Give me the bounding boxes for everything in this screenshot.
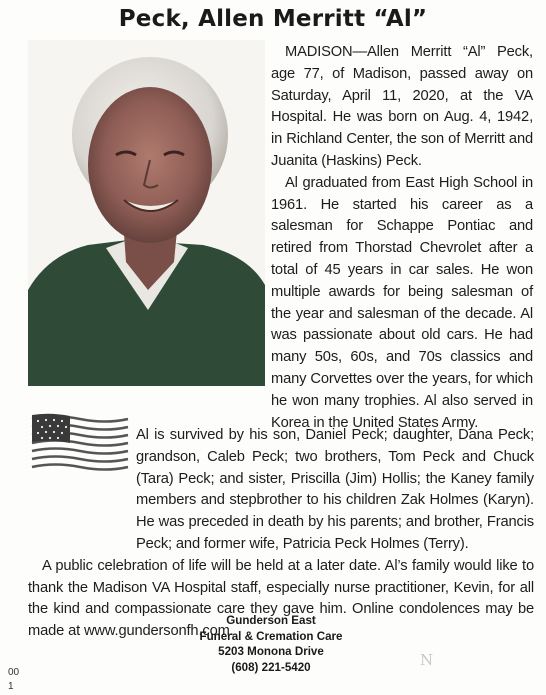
obituary-column-text: [271, 42, 533, 434]
funeral-home-name: Gunderson East: [226, 614, 316, 627]
funeral-home-subtitle: Funeral & Cremation Care: [199, 629, 343, 643]
obituary-wide-text: [28, 425, 534, 643]
obituary-title: Peck, Allen Merritt “Al”: [118, 6, 428, 32]
funeral-home-block: [146, 613, 396, 675]
funeral-home-phone: (608) 221-5420: [231, 660, 311, 674]
survived-by-paragraph: Al is survived by his son, Daniel Peck; daughter, Dana Peck; grandson, Caleb Peck; two brothers, Tom Peck and Chuck (Tara) Peck; and sister, Priscilla (Jim) Hollis; the Kaney family members and stepbrother to his children Zak Holmes (Karyn). He was preceded in death by his parents; and brother, Francis Peck; and former wife, Patricia Peck Holmes (Terry).: [136, 427, 534, 552]
funeral-home-address: 5203 Monona Drive: [218, 645, 324, 659]
corner-code-line1: 00: [8, 667, 20, 678]
corner-code-line2: 1: [8, 681, 14, 692]
obituary-paragraph: Al graduated from East High School in 1961. He started his career as a salesman for Schappe Pontiac and retired from Thorstad Chevrolet after a total of 45 years in car sales. He won multiple awards for being salesman of the year and salesman of the decade. Al was passionate about old cars. He had many 50s, 60s, and 70s classics and many Corvettes over the years, for which he won many trophies. Al also served in Korea in the United States Army.: [271, 174, 533, 431]
corner-code: [8, 666, 19, 694]
watermark: N: [420, 651, 434, 669]
celebration-paragraph: A public celebration of life will be held at a later date. Al’s family would like to thank the Madison VA Hospital staff, especially nurse practitioner, Kevin, for all the kind and compassionate care they gave him. Online condolences may be made at www.gundersonfh.com.: [28, 557, 534, 640]
portrait-photo: [28, 40, 265, 386]
obituary-paragraph: MADISON—Allen Merritt “Al” Peck, age 77, of Madison, passed away on Saturday, April 11, 2020, at the VA Hospital. He was born on Aug. 4, 1942, in Richland Center, the son of Merritt and Juanita (Haskins) Peck.: [271, 44, 533, 169]
